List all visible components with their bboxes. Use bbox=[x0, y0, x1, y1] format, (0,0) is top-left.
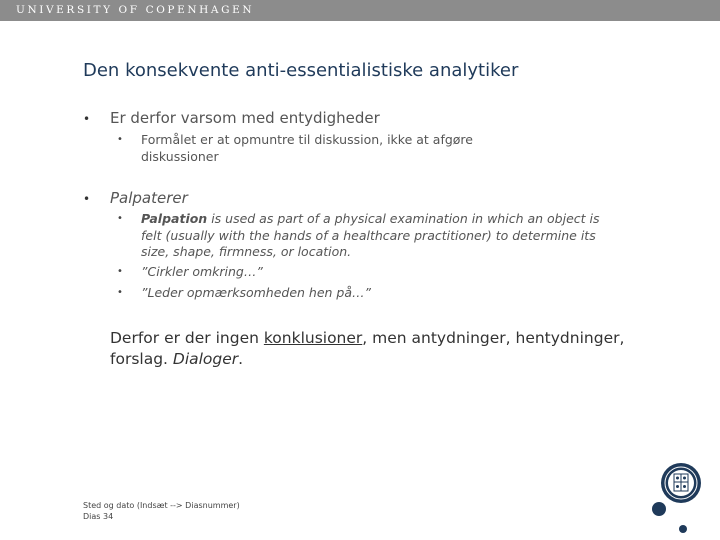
footer bbox=[83, 500, 240, 522]
conclusion-part2: , men antydninger, hentydninger, forslag. bbox=[110, 329, 625, 368]
sub-bullet-2-2-text: ”Cirkler omkring…” bbox=[141, 264, 263, 279]
palpation-term: Palpation bbox=[141, 211, 208, 226]
sub-bullet-marker: • bbox=[117, 213, 123, 224]
decorative-dot-small bbox=[679, 525, 687, 533]
sub-bullet-marker: • bbox=[117, 287, 123, 298]
conclusion-text bbox=[110, 328, 630, 370]
sub-bullet-marker: • bbox=[117, 266, 123, 277]
bullet-marker: • bbox=[83, 112, 91, 126]
slide-number: Dias 34 bbox=[83, 512, 114, 521]
bullet-1-text: Er derfor varsom med entydigheder bbox=[110, 109, 380, 127]
conclusion-part1: Derfor er der ingen bbox=[110, 329, 264, 347]
bullet-marker: • bbox=[83, 192, 91, 206]
conclusion-italic: Dialoger bbox=[172, 350, 239, 368]
conclusion-end: . bbox=[238, 350, 244, 368]
footer-date-place: Sted og dato (Indsæt --> Diasnummer) bbox=[83, 501, 240, 510]
sub-bullet-2-3-text: ”Leder opmærksomheden hen på…” bbox=[141, 285, 371, 300]
conclusion-underlined: konklusioner bbox=[263, 329, 363, 347]
sub-bullet-1-1-text: Formålet er at opmuntre til diskussion, ikke at afgøre diskussioner bbox=[141, 132, 473, 164]
palpation-definition: is used as part of a physical examination in which an object is felt (usually with the hands of a healthcare practitioner) to determine its size, shape, firmness, or location. bbox=[141, 211, 600, 259]
header-bar bbox=[0, 0, 720, 21]
university-seal-icon bbox=[660, 462, 702, 504]
sub-bullet-marker: • bbox=[117, 134, 123, 145]
bullet-2-text: Palpaterer bbox=[110, 189, 188, 207]
decorative-dot-large bbox=[652, 502, 666, 516]
slide-title: Den konsekvente anti-essentialistiske analytiker bbox=[83, 60, 519, 81]
sub-bullet-2-1-text bbox=[141, 211, 611, 261]
university-name: UNIVERSITY OF COPENHAGEN bbox=[16, 4, 255, 16]
